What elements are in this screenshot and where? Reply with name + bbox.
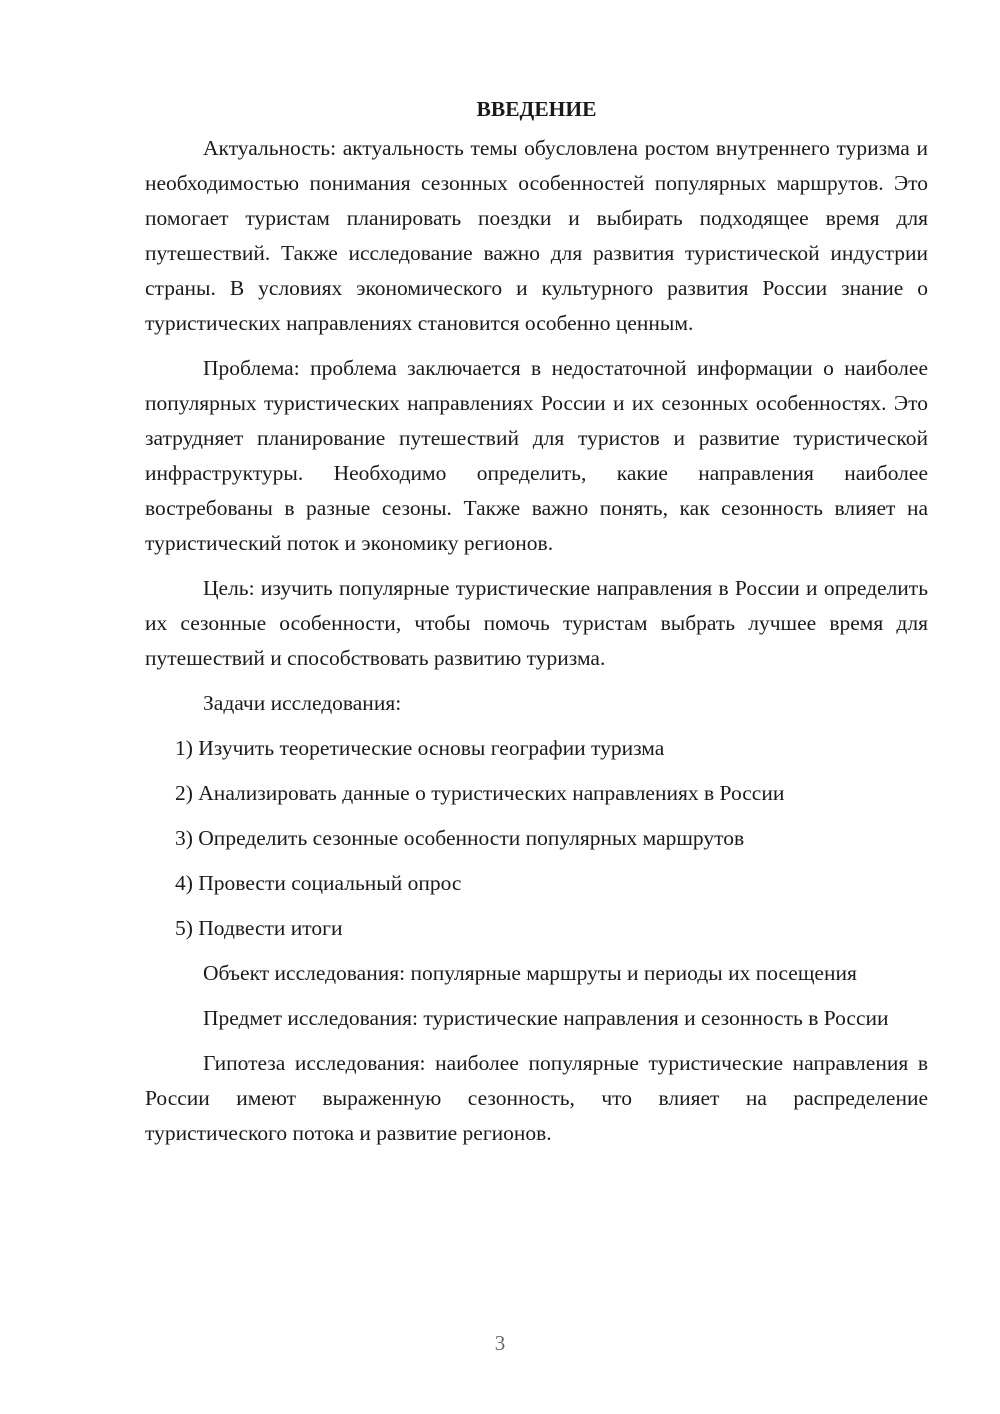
page-number: 3	[494, 1331, 506, 1355]
paragraph-goal: Цель: изучить популярные туристические направления в России и определить их сезонные особенности, чтобы помочь туристам выбрать лучшее время для путешествий и способствовать развитию туризма.	[145, 576, 928, 670]
paragraph-object: Объект исследования: популярные маршруты и периоды их посещения	[203, 961, 857, 985]
tasks-list	[145, 731, 928, 946]
list-item: 3) Определить сезонные особенности популярных маршрутов	[175, 826, 745, 850]
list-item: 2) Анализировать данные о туристических направлениях в России	[175, 781, 785, 805]
tasks-heading: Задачи исследования:	[203, 691, 402, 715]
section-title: ВВЕДЕНИЕ	[476, 97, 597, 121]
list-item: 5) Подвести итоги	[175, 916, 343, 940]
list-item: 1) Изучить теоретические основы географии туризма	[175, 736, 665, 760]
paragraph-subject: Предмет исследования: туристические направления и сезонность в России	[203, 1006, 889, 1030]
list-item: 4) Провести социальный опрос	[175, 871, 462, 895]
paragraph-problem: Проблема: проблема заключается в недостаточной информации о наиболее популярных туристических направлениях России и их сезонных особенностях. Это затрудняет планирование путешествий для туристов и развитие туристической инфраструктуры. Необходимо определить, какие направления наиболее востребованы в разные сезоны. Также важно понять, как сезонность влияет на туристический поток и экономику регионов.	[145, 356, 928, 555]
document-page	[145, 92, 928, 1161]
paragraph-relevance: Актуальность: актуальность темы обусловлена ростом внутреннего туризма и необходимостью понимания сезонных особенностей популярных маршрутов. Это помогает туристам планировать поездки и выбирать подходящее время для путешествий. Также исследование важно для развития туристической индустрии страны. В условиях экономического и культурного развития России знание о туристических направлениях становится особенно ценным.	[145, 136, 928, 335]
paragraph-hypothesis: Гипотеза исследования: наиболее популярные туристические направления в России имеют выраженную сезонность, что влияет на распределение туристического потока и развитие регионов.	[145, 1051, 928, 1145]
